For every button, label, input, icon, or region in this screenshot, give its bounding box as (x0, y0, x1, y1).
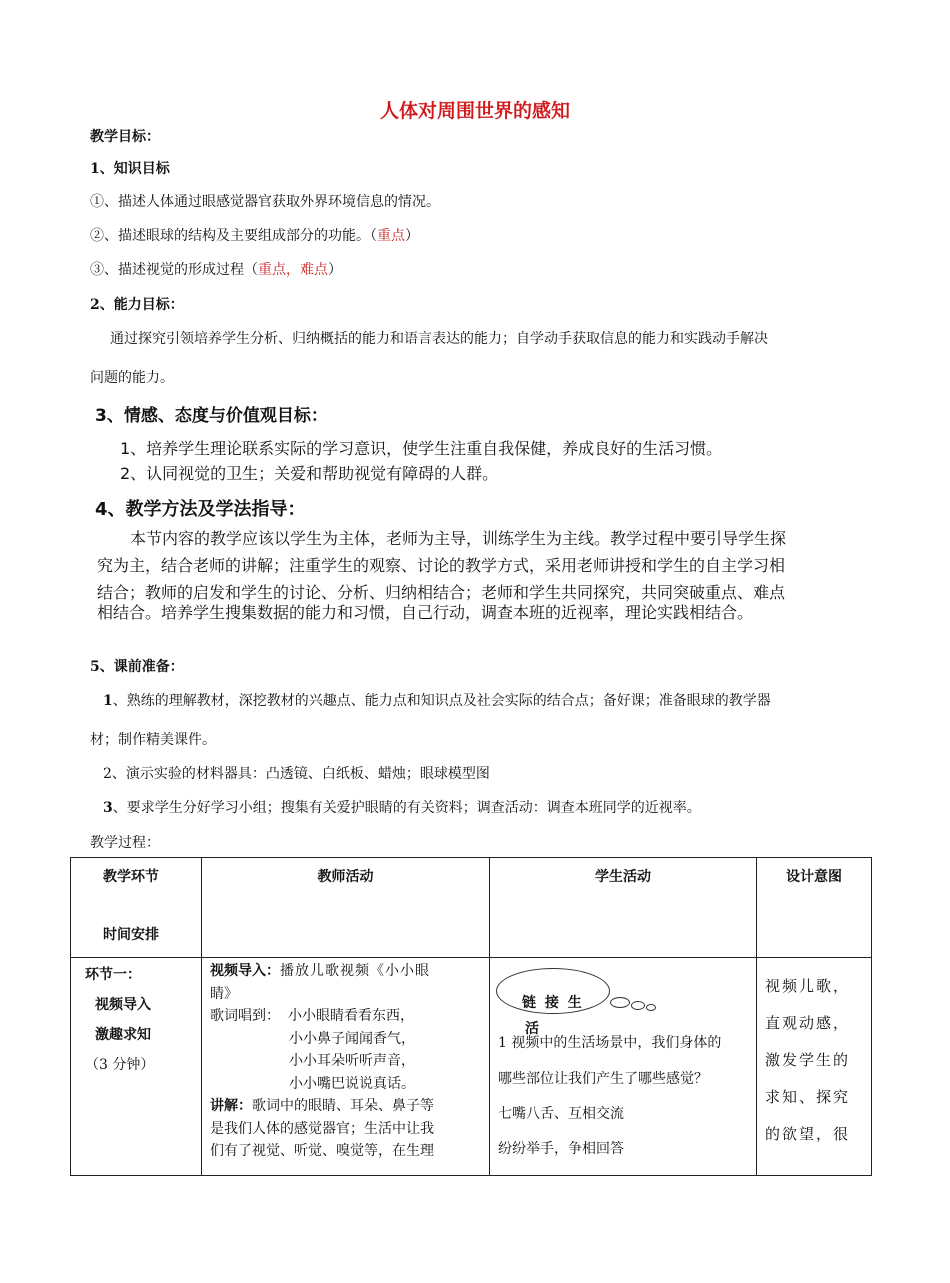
cloud-bubble (631, 1001, 645, 1010)
header-intent: 设计意图 (786, 869, 842, 885)
method-line-3: 结合；教师的启发和学生的讨论、分析、归纳相结合；老师和学生共同探究，共同突破重点、难点 (97, 583, 786, 602)
bracket-close: ） (405, 228, 419, 244)
bracket-close: ） (328, 262, 342, 278)
ability-heading: 2、能力目标： (90, 297, 184, 313)
header-student: 学生活动 (595, 869, 651, 885)
teacher-intro-cont: 睛》 (210, 985, 238, 1002)
ability-line-2: 问题的能力。 (90, 370, 174, 386)
intent-line: 激发学生的 (765, 1051, 851, 1069)
header-intent-cell (757, 858, 872, 958)
student-answer-1: 七嘴八舌、互相交流 (498, 1106, 624, 1122)
process-label: 教学过程： (90, 835, 160, 851)
key-difficult-mark: 重点，难点 (258, 262, 328, 278)
lyric-line: 小小眼睛看看东西， (288, 1008, 414, 1024)
knowledge-item-2 (90, 225, 419, 245)
prep-item-2: 2、演示实验的材料器具：凸透镜、白纸板、蜡烛；眼球模型图 (103, 766, 490, 782)
method-line-1: 本节内容的教学应该以学生为主体，老师为主导，训练学生为主线。教学过程中要引导学生探 (130, 529, 787, 548)
teacher-label-explain: 讲解： (210, 1098, 252, 1114)
prep-heading: 5、课前准备： (90, 659, 184, 675)
knowledge-item-text: ②、描述眼球的结构及主要组成部分的功能。（ (90, 228, 377, 244)
teacher-intro: 播放儿歌视频《小小眼 (280, 963, 430, 979)
teacher-explain-cont: 是我们人体的感觉器官；生活中让我 (210, 1120, 434, 1137)
process-table (70, 857, 872, 1176)
header-teacher: 教师活动 (317, 869, 374, 885)
teacher-cell (202, 958, 490, 1176)
prep-item-text: 、熟练的理解教材，深挖教材的兴趣点、能力点和知识点及社会实际的结合点；备好课；准备眼球的教学器 (112, 693, 771, 709)
intent-cell (757, 958, 872, 1176)
table-header-row (71, 858, 872, 958)
stage-name-2: 激趣求知 (95, 1027, 151, 1043)
intent-line: 的欲望，很 (765, 1125, 851, 1143)
table-row (71, 958, 872, 1176)
student-answer-2: 纷纷举手，争相回答 (498, 1141, 624, 1157)
knowledge-item-text: ③、描述视觉的形成过程（ (90, 262, 258, 278)
teacher-label-video: 视频导入： (210, 963, 280, 979)
teacher-explain: 歌词中的眼睛、耳朵、鼻子等 (252, 1098, 434, 1114)
knowledge-item-1 (90, 191, 440, 211)
method-heading: 4、教学方法及学法指导： (95, 499, 306, 520)
cloud-text: 链 接 生 (522, 995, 584, 1011)
prep-item-1-cont: 材；制作精美课件。 (90, 732, 216, 748)
lyric-label: 歌词唱到： (210, 1008, 280, 1024)
cloud-bubble (646, 1004, 656, 1011)
stage-cell (71, 958, 202, 1176)
prep-item-3 (103, 797, 701, 817)
intent-line: 直观动感， (765, 1014, 851, 1032)
header-stage: 教学环节 (103, 869, 159, 885)
stage-label: 环节一： (85, 967, 141, 983)
stage-duration: （3 分钟） (85, 1057, 155, 1073)
emotion-item-2: 2、认同视觉的卫生；关爱和帮助视觉有障碍的人群。 (120, 464, 499, 483)
lyric-line: 小小耳朵听听声音， (289, 1053, 415, 1069)
stage-name-1: 视频导入 (95, 997, 151, 1013)
key-point-mark: 重点 (377, 228, 405, 244)
knowledge-item-text: ①、描述人体通过眼感觉器官获取外界环境信息的情况。 (90, 194, 440, 210)
header-student-cell (490, 858, 757, 958)
intent-line: 求知、探究 (765, 1088, 851, 1106)
cloud-text-cont: 活 (525, 1021, 539, 1037)
emotion-heading: 3、情感、态度与价值观目标： (95, 406, 328, 426)
goals-heading: 教学目标： (90, 129, 160, 145)
header-stage-time (71, 858, 202, 958)
knowledge-heading: 1、知识目标 (90, 161, 170, 177)
teacher-explain-cont: 们有了视觉、听觉、嗅觉等，在生理 (210, 1143, 434, 1159)
lyric-line: 小小鼻子闻闻香气， (289, 1030, 415, 1047)
knowledge-item-3 (90, 259, 342, 279)
emotion-item-1: 1、培养学生理论联系实际的学习意识，使学生注重自我保健，养成良好的生活习惯。 (120, 439, 723, 458)
intent-line: 视频儿歌， (765, 977, 851, 995)
prep-item-number: 3 (103, 800, 113, 816)
method-line-4: 相结合。培养学生搜集数据的能力和习惯，自己行动，调查本班的近视率，理论实践相结合。 (97, 603, 754, 622)
prep-item-number: 1 (103, 693, 113, 709)
header-teacher-cell (202, 858, 490, 958)
method-line-2: 究为主，结合老师的讲解；注重学生的观察、讨论的教学方式，采用老师讲授和学生的自主学习相 (97, 556, 786, 575)
student-question-1: 1 视频中的生活场景中，我们身体的 (498, 1035, 722, 1051)
student-question-2: 哪些部位让我们产生了哪些感觉？ (498, 1071, 708, 1087)
page-title: 人体对周围世界的感知 (379, 100, 570, 122)
header-time: 时间安排 (103, 927, 159, 943)
ability-line-1: 通过探究引领培养学生分析、归纳概括的能力和语言表达的能力；自学动手获取信息的能力和实践动手解决 (110, 331, 768, 347)
cloud-bubble (610, 997, 630, 1008)
lyric-line: 小小嘴巴说说真话。 (289, 1075, 415, 1092)
prep-item-1 (103, 690, 771, 710)
prep-item-text: 、要求学生分好学习小组；搜集有关爱护眼睛的有关资料；调查活动：调查本班同学的近视率。 (112, 800, 701, 816)
